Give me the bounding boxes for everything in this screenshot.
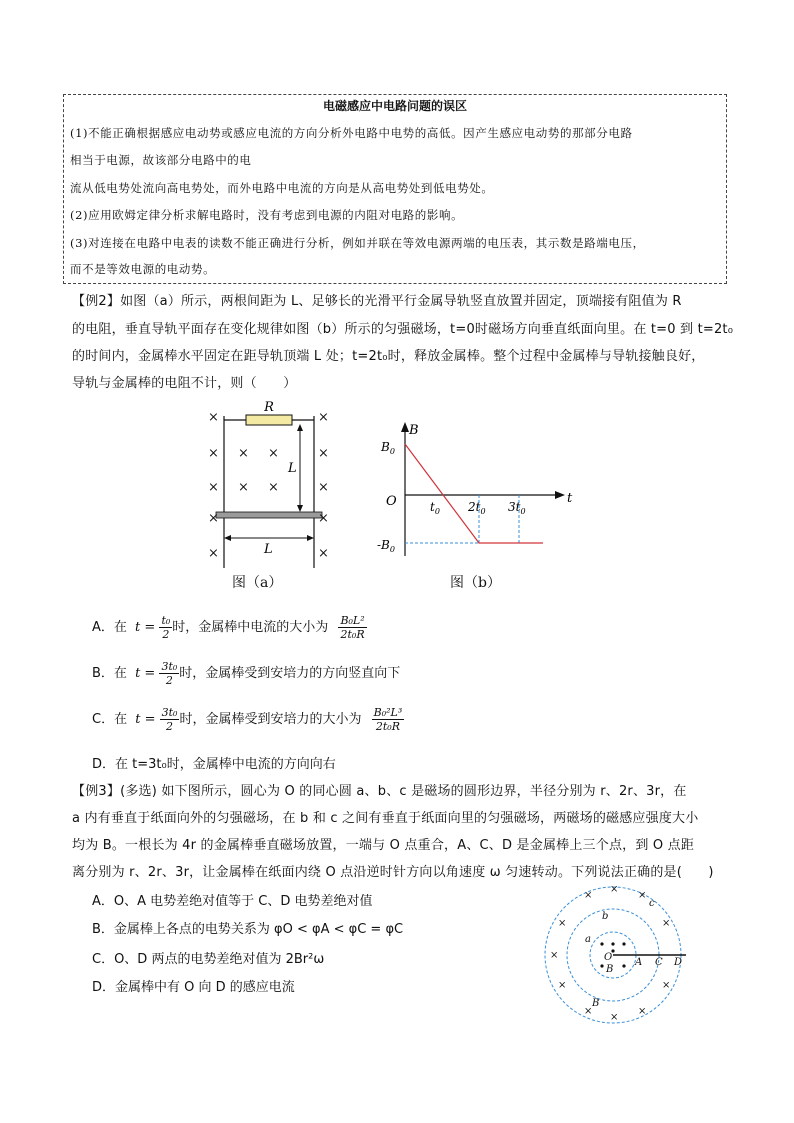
cross-mark: ×	[318, 546, 329, 561]
cross-mark: ×	[318, 480, 329, 495]
tick-neg-b0: $-B_0$	[377, 538, 395, 554]
figure-a-rails-diagram	[200, 400, 340, 568]
svg-text:×: ×	[662, 918, 671, 929]
svg-text:×: ×	[638, 890, 647, 901]
svg-text:×: ×	[584, 1006, 593, 1017]
tick-2t0: $2t_0$	[468, 500, 486, 516]
ex3-option-a[interactable]: A．O、A 电势差绝对值等于 C、D 电势差绝对值	[92, 894, 373, 909]
label-c: c	[649, 898, 655, 909]
ex3-line-3: 均为 B。一根长为 4r 的金属棒垂直磁场放置，一端与 O 点重合，A、C、D 是金属棒上三个点，到 O 点距	[72, 838, 695, 853]
label-d-point: D	[674, 957, 683, 968]
ex2-option-c[interactable]: C．在 t = $\frac{\text{3t₀}}{2}$ 时，金属棒受到安培力的大小为 $\frac{\text{B₀²L³}}{\text{2t₀R}}$	[92, 706, 403, 733]
ex3-line-4: 离分别为 r、2r、3r，让金属棒在纸面内绕 O 点沿逆时针方向以角速度 ω 匀速转动。下列说法正确的是( )	[72, 865, 714, 880]
field-curve	[405, 444, 543, 543]
note-line-6: 而不是等效电源的电动势。	[70, 262, 216, 276]
label-r: R	[264, 400, 274, 415]
metal-bar	[216, 512, 322, 518]
cross-mark: ×	[208, 480, 219, 495]
svg-text:×: ×	[558, 918, 567, 929]
axis-label-b: B	[409, 423, 419, 438]
svg-text:×: ×	[610, 1012, 619, 1023]
svg-text:×: ×	[662, 980, 671, 991]
cross-mark: ×	[208, 410, 219, 425]
cross-mark: ×	[208, 446, 219, 461]
fraction: $\frac{\text{3t₀}}{2}$	[161, 706, 178, 733]
note-line-2: 相当于电源，故该部分电路中的电	[70, 153, 252, 167]
ex3-line-2: a 内有垂直于纸面向外的匀强磁场，在 b 和 c 之间有垂直于纸面向里的匀强磁场，两磁场的磁感应强度大小	[72, 811, 699, 826]
ex3-option-b[interactable]: B．金属棒上各点的电势关系为 φO < φA < φC = φC	[92, 922, 404, 937]
figure-a-caption: 图（a）	[232, 575, 283, 591]
cross-mark: ×	[318, 410, 329, 425]
note-line-1: (1)不能正确根据感应电动势或感应电流的方向分析外电路中电势的高低。因产生感应电动势的那部分电路	[70, 126, 633, 140]
svg-text:×: ×	[558, 980, 567, 991]
label-o: O	[604, 952, 613, 963]
ex3-line-1: 【例3】(多选) 如下图所示，圆心为 O 的同心圆 a、b、c 是磁场的圆形边界，半径分别为 r、2r、3r，在	[72, 784, 687, 799]
ex2-option-b[interactable]: B．在 t = $\frac{\text{3t₀}}{2}$ 时，金属棒受到安培力的方向竖直向下	[92, 660, 401, 687]
fraction: $\frac{\text{t₀}}{2}$	[161, 614, 171, 641]
figure-b-field-graph	[375, 418, 585, 558]
cross-mark: ×	[268, 480, 279, 495]
ex2-line-4: 导轨与金属棒的电阻不计，则（ ）	[72, 376, 297, 391]
tick-3t0: $3t_0$	[508, 500, 526, 516]
svg-text:×: ×	[610, 884, 619, 895]
cross-mark: ×	[318, 446, 329, 461]
label-b-outer: B	[592, 998, 600, 1009]
axis-label-t: t	[567, 491, 573, 506]
note-title: 电磁感应中电路问题的误区	[322, 99, 467, 113]
label-a: a	[585, 934, 591, 945]
fraction: $\frac{\text{3t₀}}{2}$	[161, 660, 178, 687]
label-l-bottom: L	[264, 542, 273, 557]
label-c-point: C	[655, 957, 663, 968]
ex2-line-1: 【例2】如图（a）所示，两根间距为 L、足够长的光滑平行金属导轨竖直放置并固定，顶端接有阻值为 R	[72, 294, 682, 309]
ex2-line-2: 的电阻，垂直导轨平面存在变化规律如图（b）所示的匀强磁场，t=0时磁场方向垂直纸面向里。在 t=0 到 t=2t₀	[72, 322, 734, 337]
tick-b0: $B_0$	[381, 440, 395, 456]
misconception-note-box	[63, 94, 727, 284]
svg-text:×: ×	[584, 890, 593, 901]
cross-mark: ×	[238, 446, 249, 461]
tick-t0: $t_0$	[430, 500, 440, 516]
note-line-3: 流从低电势处流向高电势处，而外电路中电流的方向是从高电势处到低电势处。	[70, 181, 494, 195]
ex3-option-d[interactable]: D．金属棒中有 O 向 D 的感应电流	[92, 980, 295, 995]
svg-text:×: ×	[550, 950, 559, 961]
resistor-r	[246, 415, 292, 425]
ex2-option-d[interactable]: D．在 t=3t₀时，金属棒中电流的方向向右	[92, 757, 336, 772]
note-line-4: (2)应用欧姆定律分析求解电路时，没有考虑到电源的内阻对电路的影响。	[70, 208, 464, 222]
cross-mark: ×	[238, 480, 249, 495]
cross-mark: ×	[318, 511, 329, 526]
fraction: $\frac{\text{B₀L²}}{\text{2t₀R}}$	[340, 614, 365, 641]
concentric-field-diagram	[540, 878, 690, 1028]
label-a-point: A	[635, 957, 643, 968]
figure-b-caption: 图（b）	[450, 575, 501, 591]
label-l-vertical: L	[288, 461, 297, 476]
ex2-option-a[interactable]: A．在 t = $\frac{\text{t₀}}{2}$ 时，金属棒中电流的大小为 $\frac{\text{B₀L²}}{\text{2t₀R}}$	[92, 614, 365, 641]
ex3-option-c[interactable]: C．O、D 两点的电势差绝对值为 2Br²ω	[92, 952, 325, 967]
fraction: $\frac{\text{B₀²L³}}{\text{2t₀R}}$	[373, 706, 403, 733]
note-line-5: (3)对连接在电路中电表的读数不能正确进行分析，例如并联在等效电源两端的电压表，其示数是路端电压，	[70, 236, 645, 250]
cross-mark: ×	[268, 446, 279, 461]
cross-mark: ×	[208, 546, 219, 561]
ex2-line-3: 的时间内，金属棒水平固定在距导轨顶端 L 处；t=2t₀时，释放金属棒。整个过程中金属棒与导轨接触良好，	[72, 349, 705, 364]
label-b: b	[602, 911, 609, 922]
label-b-inner: B	[606, 964, 614, 975]
origin-label: O	[386, 494, 397, 509]
svg-text:×: ×	[638, 1006, 647, 1017]
cross-mark: ×	[208, 511, 219, 526]
